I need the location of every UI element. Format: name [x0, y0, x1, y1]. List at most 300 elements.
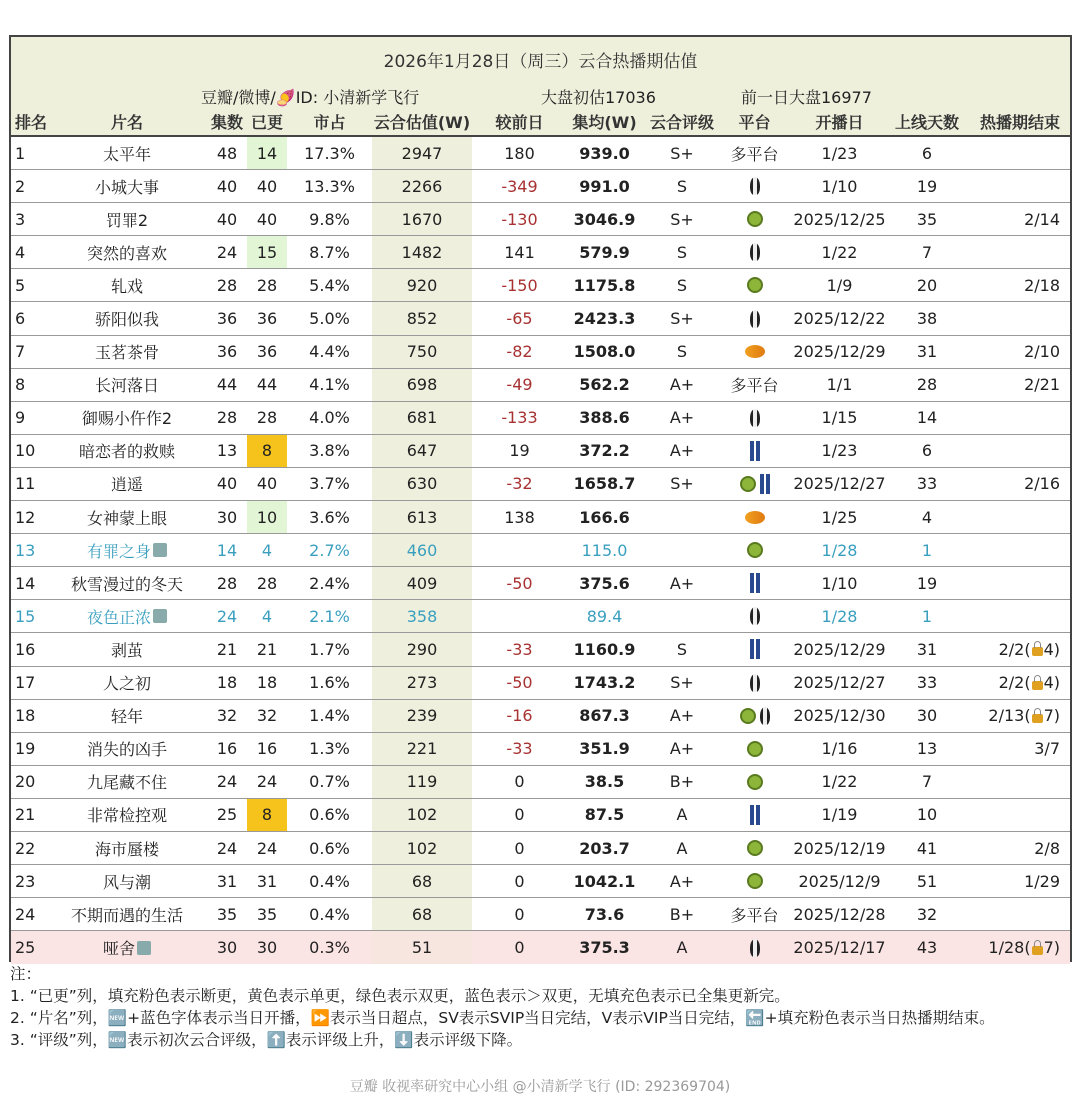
cell-end	[962, 766, 1070, 798]
cell-upd: 8	[247, 435, 287, 467]
cell-rank: 2	[15, 176, 26, 196]
cell-rating: A+	[669, 706, 695, 726]
cell-start: 2025/12/27	[793, 474, 886, 494]
cell-diff: -32	[506, 474, 533, 494]
kiwi-icon	[747, 840, 763, 856]
cell-val: 460	[372, 534, 472, 566]
table-row[interactable]	[11, 832, 1070, 865]
cell-eps: 28	[216, 275, 238, 295]
cell-share: 0.6%	[309, 805, 350, 825]
table-row[interactable]	[11, 733, 1070, 766]
cell-val: 102	[372, 832, 472, 864]
table-row[interactable]	[11, 468, 1070, 501]
cell-avg: 372.2	[579, 441, 630, 461]
kiwi-icon	[740, 476, 756, 492]
cell-val: 51	[372, 931, 472, 964]
table-row[interactable]	[11, 501, 1070, 534]
cell-start: 1/10	[821, 176, 858, 196]
cell-share: 0.6%	[309, 838, 350, 858]
cell-avg: 351.9	[579, 739, 630, 759]
cell-upd: 21	[256, 639, 278, 659]
column-headers	[11, 109, 1070, 133]
cell-avg: 991.0	[579, 176, 630, 196]
cell-start: 1/28	[821, 606, 858, 626]
cell-diff: 180	[504, 143, 535, 163]
cell-diff: 138	[504, 507, 535, 527]
cell-avg: 562.2	[579, 375, 630, 395]
cell-eps: 21	[216, 639, 238, 659]
cell-name	[47, 733, 207, 765]
cell-share: 1.7%	[309, 639, 350, 659]
cell-platform	[722, 203, 787, 235]
table-body	[11, 137, 1070, 964]
cell-share: 5.0%	[309, 309, 350, 329]
cell-diff: -33	[506, 739, 533, 759]
cell-diff: 0	[514, 772, 525, 792]
cell-upd: 30	[256, 938, 278, 958]
cell-avg: 867.3	[579, 706, 630, 726]
lock-icon	[1032, 714, 1043, 723]
cell-days: 35	[916, 209, 938, 229]
cell-share: 0.4%	[309, 871, 350, 891]
cell-diff: 19	[509, 441, 530, 461]
cell-rating: S	[676, 275, 688, 295]
show-name: 风与潮	[102, 872, 151, 892]
cell-rating	[642, 501, 722, 533]
cell-upd: 36	[256, 309, 278, 329]
cell-share: 0.4%	[309, 904, 350, 924]
cell-upd: 44	[256, 375, 278, 395]
table-row[interactable]	[11, 931, 1070, 964]
table-row[interactable]	[11, 633, 1070, 666]
cell-upd: 40	[256, 209, 278, 229]
cell-val: 221	[372, 733, 472, 765]
column-header[interactable]: 上线天数	[894, 112, 959, 132]
end-date: 3/7	[1034, 739, 1060, 759]
cell-val: 750	[372, 336, 472, 368]
table-row[interactable]	[11, 865, 1070, 898]
cell-end	[962, 600, 1070, 632]
lock-icon	[1032, 681, 1043, 690]
cell-rank: 20	[15, 772, 36, 792]
column-header[interactable]: 集均(W)	[572, 112, 637, 132]
cell-rank: 5	[15, 275, 26, 295]
note-line: 1. “已更”列，填充粉色表示断更，黄色表示单更，绿色表示双更，蓝色表示＞双更，无填充色表示已全集更新完。	[10, 987, 790, 1005]
kiwi-icon	[747, 211, 763, 227]
cell-platform	[722, 435, 787, 467]
cell-avg: 939.0	[579, 143, 630, 163]
cell-platform	[722, 236, 787, 268]
cell-days: 41	[916, 838, 938, 858]
table-header	[11, 37, 1070, 137]
cell-val: 102	[372, 799, 472, 831]
cell-avg: 579.9	[579, 242, 630, 262]
cell-days: 19	[916, 573, 938, 593]
footer-credit: 豆瓣 收视率研究中心小组 @小清新学飞行 (ID: 292369704)	[349, 1079, 731, 1095]
cell-platform	[722, 468, 787, 500]
cell-avg: 375.3	[579, 938, 630, 958]
cell-name	[47, 931, 207, 964]
cell-rank: 25	[15, 938, 36, 958]
table-row[interactable]	[11, 667, 1070, 700]
cell-val: 1482	[372, 236, 472, 268]
cell-share: 0.3%	[309, 938, 350, 958]
cell-platform	[722, 302, 787, 334]
cell-share: 0.7%	[309, 772, 350, 792]
table-row[interactable]	[11, 402, 1070, 435]
cell-share: 4.1%	[309, 375, 350, 395]
cell-platform	[722, 369, 787, 401]
cell-eps: 31	[216, 871, 238, 891]
cell-eps: 28	[216, 573, 238, 593]
cell-avg: 1042.1	[573, 871, 636, 891]
show-name: 轧戏	[110, 276, 143, 296]
cell-rating: S+	[670, 209, 694, 229]
cell-start: 1/1	[826, 375, 853, 395]
cell-share: 2.7%	[309, 540, 350, 560]
column-header[interactable]: 排名	[15, 112, 48, 132]
kiwi-icon	[747, 542, 763, 558]
cell-diff: 0	[514, 838, 525, 858]
cell-days: 14	[916, 408, 938, 428]
cell-diff: 0	[514, 904, 525, 924]
cell-share: 3.6%	[309, 507, 350, 527]
cell-val: 647	[372, 435, 472, 467]
cell-eps: 48	[216, 143, 238, 163]
source-label: 豆瓣/微博/🍠ID: 小清新学飞行	[201, 88, 420, 107]
cell-name	[47, 468, 207, 500]
cell-rating: S+	[670, 309, 694, 329]
cell-rating: A+	[669, 441, 695, 461]
cell-rating: S+	[670, 474, 694, 494]
cell-start: 2025/12/29	[793, 639, 886, 659]
cell-eps: 24	[216, 772, 238, 792]
show-name: 太平年	[102, 144, 151, 164]
cell-rating: A+	[669, 408, 695, 428]
cell-start: 1/10	[821, 573, 858, 593]
cell-start: 2025/12/9	[798, 871, 881, 891]
cell-rating: A+	[669, 871, 695, 891]
column-header[interactable]: 平台	[738, 112, 771, 132]
cell-start: 2025/12/19	[793, 838, 886, 858]
cell-start: 1/23	[821, 143, 858, 163]
show-name: 秋雪漫过的冬天	[70, 574, 183, 594]
lock-icon	[1032, 946, 1043, 955]
cell-platform	[722, 700, 787, 732]
cell-end	[962, 534, 1070, 566]
cell-eps: 30	[216, 938, 238, 958]
cell-upd: 24	[256, 772, 278, 792]
lock-days: 4)	[1043, 673, 1060, 693]
cell-avg: 73.6	[584, 904, 625, 924]
cell-rating: A+	[669, 375, 695, 395]
column-header[interactable]: 开播日	[815, 112, 864, 132]
cell-eps: 24	[216, 838, 238, 858]
cell-eps: 40	[216, 209, 238, 229]
cell-rating: A	[676, 838, 688, 858]
cell-rank: 11	[15, 474, 36, 494]
column-header[interactable]: 热播期结束	[979, 112, 1060, 132]
cell-avg: 1743.2	[573, 673, 636, 693]
cell-name	[47, 667, 207, 699]
cell-rank: 9	[15, 408, 26, 428]
table-row[interactable]	[11, 567, 1070, 600]
cell-start: 1/28	[821, 540, 858, 560]
cell-days: 6	[921, 143, 933, 163]
cell-days: 51	[916, 871, 938, 891]
cell-share: 2.1%	[309, 606, 350, 626]
cell-rating	[642, 534, 722, 566]
cell-rank: 1	[15, 143, 26, 163]
cell-val: 273	[372, 667, 472, 699]
column-header[interactable]: 市占	[313, 112, 346, 132]
jeans-icon	[750, 805, 760, 825]
lock-days: 4)	[1043, 639, 1060, 659]
cell-diff: -349	[501, 176, 538, 196]
kiwi-icon	[747, 277, 763, 293]
cell-rank: 10	[15, 441, 36, 461]
cell-val: 409	[372, 567, 472, 599]
cell-rank: 8	[15, 375, 26, 395]
cell-diff: -33	[506, 639, 533, 659]
cell-diff: -130	[501, 209, 538, 229]
table-title: 2026年1月28日（周三）云合热播期估值	[383, 52, 698, 72]
show-name: 消失的凶手	[86, 740, 167, 760]
cell-days: 10	[916, 805, 938, 825]
cell-end	[962, 567, 1070, 599]
cell-end	[962, 633, 1070, 665]
platform-label: 多平台	[730, 376, 779, 396]
column-header[interactable]: 片名	[110, 112, 143, 132]
cell-eps: 13	[216, 441, 238, 461]
cell-end	[962, 269, 1070, 301]
table-row[interactable]	[11, 170, 1070, 203]
table-row[interactable]	[11, 435, 1070, 468]
cell-days: 38	[916, 309, 938, 329]
lock-days: 7)	[1043, 938, 1060, 958]
cell-name	[47, 369, 207, 401]
cell-name	[47, 832, 207, 864]
end-date: 2/2(	[998, 639, 1031, 659]
column-header[interactable]: 云合估值(W)	[373, 112, 471, 132]
table-row[interactable]	[11, 799, 1070, 832]
cell-rating: S	[676, 342, 688, 362]
cell-eps: 28	[216, 408, 238, 428]
table-row[interactable]	[11, 302, 1070, 335]
table-row[interactable]	[11, 269, 1070, 302]
cell-diff: -50	[506, 573, 533, 593]
show-name: 女神蒙上眼	[86, 508, 167, 528]
cell-name	[47, 567, 207, 599]
table-row[interactable]	[11, 766, 1070, 799]
cell-share: 9.8%	[309, 209, 350, 229]
show-name: 不期而遇的生活	[70, 905, 183, 925]
cell-rating: A+	[669, 573, 695, 593]
show-name: 有罪之身	[86, 541, 151, 561]
cell-start: 1/19	[821, 805, 858, 825]
cell-platform	[722, 667, 787, 699]
cell-diff: -65	[506, 309, 533, 329]
cell-end	[962, 700, 1070, 732]
cell-share: 1.4%	[309, 706, 350, 726]
cell-days: 20	[916, 275, 938, 295]
cell-name	[47, 700, 207, 732]
cell-diff: -150	[501, 275, 538, 295]
penguin-icon	[750, 674, 760, 692]
cell-end	[962, 898, 1070, 930]
kiwi-icon	[747, 774, 763, 790]
cell-diff: -49	[506, 375, 533, 395]
cell-diff: -50	[506, 673, 533, 693]
cell-eps: 24	[216, 242, 238, 262]
cell-platform	[722, 633, 787, 665]
table-row[interactable]	[11, 137, 1070, 170]
cell-name	[47, 435, 207, 467]
cell-diff: 141	[504, 242, 535, 262]
table-row[interactable]	[11, 369, 1070, 402]
cell-avg: 375.6	[579, 573, 630, 593]
cell-end	[962, 468, 1070, 500]
show-name: 轻年	[110, 707, 143, 727]
cell-share: 4.0%	[309, 408, 350, 428]
cell-days: 4	[921, 507, 933, 527]
cell-share: 4.4%	[309, 342, 350, 362]
show-name: 人之初	[102, 674, 151, 694]
column-header[interactable]: 集数	[210, 112, 243, 132]
cell-share: 17.3%	[304, 143, 355, 163]
cell-diff: 0	[514, 871, 525, 891]
cell-rating: A	[676, 805, 688, 825]
cell-val: 68	[372, 898, 472, 930]
cell-name	[47, 336, 207, 368]
cell-avg: 3046.9	[573, 209, 636, 229]
cell-avg: 1658.7	[573, 474, 636, 494]
cell-rank: 12	[15, 507, 36, 527]
cell-platform	[722, 600, 787, 632]
cell-end	[962, 799, 1070, 831]
cell-platform	[722, 269, 787, 301]
column-header[interactable]: 云合评级	[649, 112, 714, 132]
cell-name	[47, 600, 207, 632]
cell-avg: 89.4	[586, 606, 623, 626]
cell-eps: 36	[216, 309, 238, 329]
cell-rank: 15	[15, 606, 36, 626]
cell-name	[47, 633, 207, 665]
platform-label: 多平台	[730, 144, 779, 164]
cell-upd: 10	[247, 501, 287, 533]
cell-avg: 115.0	[581, 540, 628, 560]
cell-upd: 28	[256, 408, 278, 428]
cell-end	[962, 667, 1070, 699]
cell-avg: 166.6	[579, 507, 630, 527]
cell-platform	[722, 799, 787, 831]
cell-platform	[722, 865, 787, 897]
cell-rating: S	[676, 639, 688, 659]
cell-platform	[722, 137, 787, 169]
cell-eps: 35	[216, 904, 238, 924]
end-date: 2/13(	[988, 706, 1031, 726]
cell-end	[962, 336, 1070, 368]
cell-diff: -82	[506, 342, 533, 362]
cell-name	[47, 269, 207, 301]
cell-name	[47, 402, 207, 434]
cell-platform	[722, 567, 787, 599]
cell-rank: 24	[15, 904, 36, 924]
cell-rank: 22	[15, 838, 36, 858]
cell-name	[47, 170, 207, 202]
cell-platform	[722, 501, 787, 533]
cell-eps: 40	[216, 474, 238, 494]
cell-rating: S+	[670, 673, 694, 693]
cell-name	[47, 203, 207, 235]
cell-platform	[722, 170, 787, 202]
cell-eps: 36	[216, 342, 238, 362]
cell-share: 8.7%	[309, 242, 350, 262]
cell-days: 13	[916, 739, 938, 759]
cell-upd: 40	[256, 176, 278, 196]
cell-rank: 21	[15, 805, 36, 825]
show-name: 夜色正浓	[86, 607, 151, 627]
show-name: 骄阳似我	[94, 310, 159, 330]
column-header[interactable]: 已更	[250, 112, 283, 132]
cell-eps: 32	[216, 706, 238, 726]
cell-rating: S+	[670, 143, 694, 163]
cell-start: 2025/12/22	[793, 309, 886, 329]
end-date: 2/14	[1024, 209, 1060, 229]
penguin-icon	[750, 243, 760, 261]
cell-avg: 2423.3	[573, 309, 636, 329]
show-name: 突然的喜欢	[86, 243, 167, 263]
cell-platform	[722, 832, 787, 864]
cell-platform	[722, 766, 787, 798]
table-row[interactable]	[11, 898, 1070, 931]
cell-end	[962, 402, 1070, 434]
cell-eps: 14	[216, 540, 238, 560]
cell-name	[47, 799, 207, 831]
cell-end	[962, 832, 1070, 864]
show-name: 长河落日	[94, 376, 159, 396]
table-row[interactable]	[11, 336, 1070, 369]
cell-end	[962, 865, 1070, 897]
cell-platform	[722, 931, 787, 964]
cell-val: 681	[372, 402, 472, 434]
cell-end	[962, 501, 1070, 533]
cell-upd: 8	[247, 799, 287, 831]
kiwi-icon	[747, 741, 763, 757]
table-row[interactable]	[11, 534, 1070, 567]
end-badge-icon	[137, 941, 151, 955]
cell-rank: 14	[15, 573, 36, 593]
cell-start: 1/16	[821, 739, 858, 759]
cell-rank: 13	[15, 540, 36, 560]
penguin-icon	[750, 607, 760, 625]
column-header[interactable]: 较前日	[495, 112, 544, 132]
table-row[interactable]	[11, 203, 1070, 236]
new-badge-icon	[153, 543, 167, 557]
end-date: 2/2(	[998, 673, 1031, 693]
table-row[interactable]	[11, 236, 1070, 269]
table-row[interactable]	[11, 700, 1070, 733]
penguin-icon	[760, 707, 770, 725]
table-row[interactable]	[11, 600, 1070, 633]
cell-rank: 18	[15, 706, 36, 726]
cell-start: 2025/12/28	[793, 904, 886, 924]
cell-name	[47, 766, 207, 798]
note-line: 3. “评级”列，🆕表示初次云合评级，⬆️表示评级上升，⬇️表示评级下降。	[10, 1031, 523, 1049]
cell-platform	[722, 402, 787, 434]
cell-upd: 18	[256, 673, 278, 693]
previous-day-total: 前一日大盘16977	[741, 88, 872, 107]
